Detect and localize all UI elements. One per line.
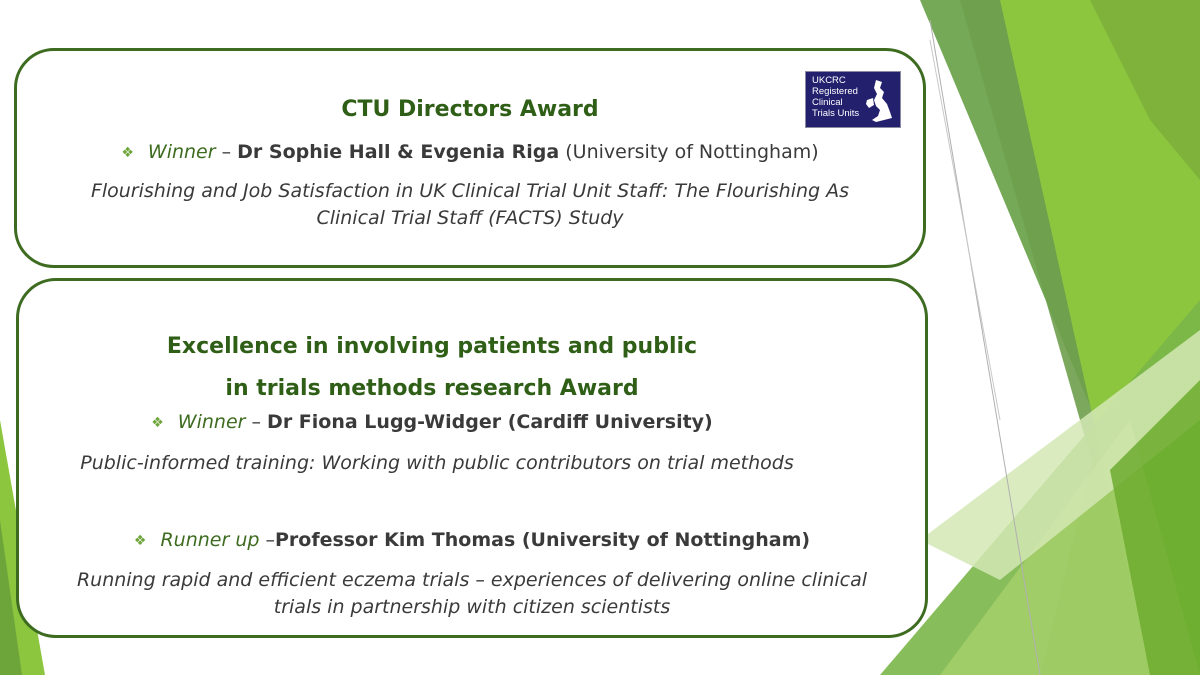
winner-label: Winner: [177, 411, 246, 433]
runner-up-line: [19, 529, 925, 551]
description-line-2: Clinical Trial Staff (FACTS) Study: [316, 207, 624, 229]
award-title-line-2: in trials methods research Award: [225, 376, 639, 401]
logo-line-1: UKCRC: [812, 75, 846, 86]
separator: –: [215, 141, 238, 163]
diamond-bullet-icon: ❖: [151, 415, 164, 431]
ukcrc-logo: [805, 71, 901, 128]
winner-description: Public-informed training: Working with public contributors on trial methods: [80, 452, 794, 474]
diamond-bullet-icon: ❖: [133, 533, 147, 549]
award-title: CTU Directors Award: [341, 97, 599, 122]
runner-up-label: Runner up: [160, 529, 260, 551]
winner-name: Dr Fiona Lugg-Widger (Cardiff University): [267, 411, 713, 433]
separator: –: [259, 529, 275, 551]
winner-names: Dr Sophie Hall & Evgenia Riga: [237, 141, 560, 163]
description-line-2: trials in partnership with citizen scientists: [273, 596, 671, 618]
patient-public-award-card: [16, 278, 928, 638]
description-line-1: Running rapid and efficient eczema trials – experiences of delivering online clinical: [76, 569, 868, 591]
logo-line-4: Trials Units: [812, 108, 860, 119]
runner-up-description: [19, 567, 925, 621]
runner-up-name: Professor Kim Thomas (University of Nottingham): [274, 529, 811, 551]
description-line-1: Flourishing and Job Satisfaction in UK Clinical Trial Unit Staff: The Flourishing As: [90, 180, 850, 202]
diamond-bullet-icon: ❖: [121, 145, 134, 161]
separator: –: [245, 411, 268, 433]
winner-line: [0, 411, 925, 433]
award-description: [17, 178, 923, 232]
logo-line-3: Clinical: [812, 97, 843, 108]
uk-map-icon: [864, 78, 894, 124]
winner-line: [17, 141, 923, 163]
award-title-line-1: Excellence in involving patients and public: [166, 334, 698, 359]
winner-affiliation: (University of Nottingham): [559, 141, 819, 163]
ctu-directors-award-card: [14, 48, 926, 268]
winner-label: Winner: [147, 141, 216, 163]
award-title: [0, 326, 925, 410]
logo-line-2: Registered: [812, 86, 858, 97]
